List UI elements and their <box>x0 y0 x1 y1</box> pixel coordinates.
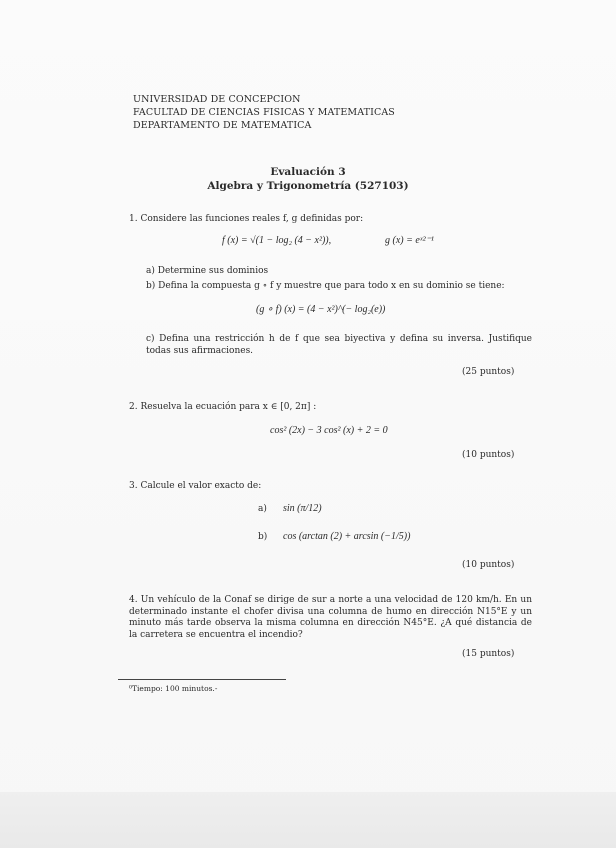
university-name: UNIVERSIDAD DE CONCEPCION <box>133 94 301 105</box>
q1-g-definition: g (x) = eˣ²⁻¹ <box>385 235 434 246</box>
q1-f-definition: f (x) = √(1 − log₂ (4 − x²)), <box>222 235 332 246</box>
footnote: ⁰Tiempo: 100 minutos.- <box>129 684 218 693</box>
q3-b-formula: cos (arctan (2) + arcsin (−1/5)) <box>283 531 411 542</box>
q1-part-b: b) Defina la compuesta g ∘ f y muestre que para todo x en su dominio se tiene: <box>146 281 505 291</box>
q2-intro: 2. Resuelva la ecuación para x ∈ [0, 2π] : <box>129 402 317 412</box>
q2-equation: cos² (2x) − 3 cos² (x) + 2 = 0 <box>270 425 388 436</box>
q1-b-formula: (g ∘ f) (x) = (4 − x²)^(− log₂(e)) <box>256 304 386 315</box>
q3-points: (10 puntos) <box>462 560 515 570</box>
department-name: DEPARTAMENTO DE MATEMATICA <box>133 120 312 131</box>
scan-margin <box>0 792 616 848</box>
q3-a-formula: sin (π/12) <box>283 503 322 514</box>
course-title: Algebra y Trigonometría (527103) <box>207 180 409 192</box>
q4-text: 4. Un vehículo de la Conaf se dirige de sur a norte a una velocidad de 120 km/h. En un determinado instante el chofer divisa una columna de humo en dirección N15°E y un minuto más tarde observa la misma columna en dirección N45°E. ¿A qué distancia de la carretera se encuentra el incendio? <box>129 595 532 640</box>
faculty-name: FACULTAD DE CIENCIAS FISICAS Y MATEMATICAS <box>133 107 395 118</box>
q4-points: (15 puntos) <box>462 649 515 659</box>
q1-points: (25 puntos) <box>462 367 515 377</box>
q3-a-label: a) <box>258 504 267 514</box>
footnote-rule <box>118 679 286 680</box>
exam-title: Evaluación 3 <box>270 166 346 178</box>
q1-part-a: a) Determine sus dominios <box>146 266 269 276</box>
q1-intro: 1. Considere las funciones reales f, g definidas por: <box>129 214 364 224</box>
q3-b-label: b) <box>258 532 268 542</box>
q2-points: (10 puntos) <box>462 450 515 460</box>
q3-intro: 3. Calcule el valor exacto de: <box>129 481 262 491</box>
q1-part-c: c) Defina una restricción h de f que sea biyectiva y defina su inversa. Justifique todas sus afirmaciones. <box>146 334 532 356</box>
